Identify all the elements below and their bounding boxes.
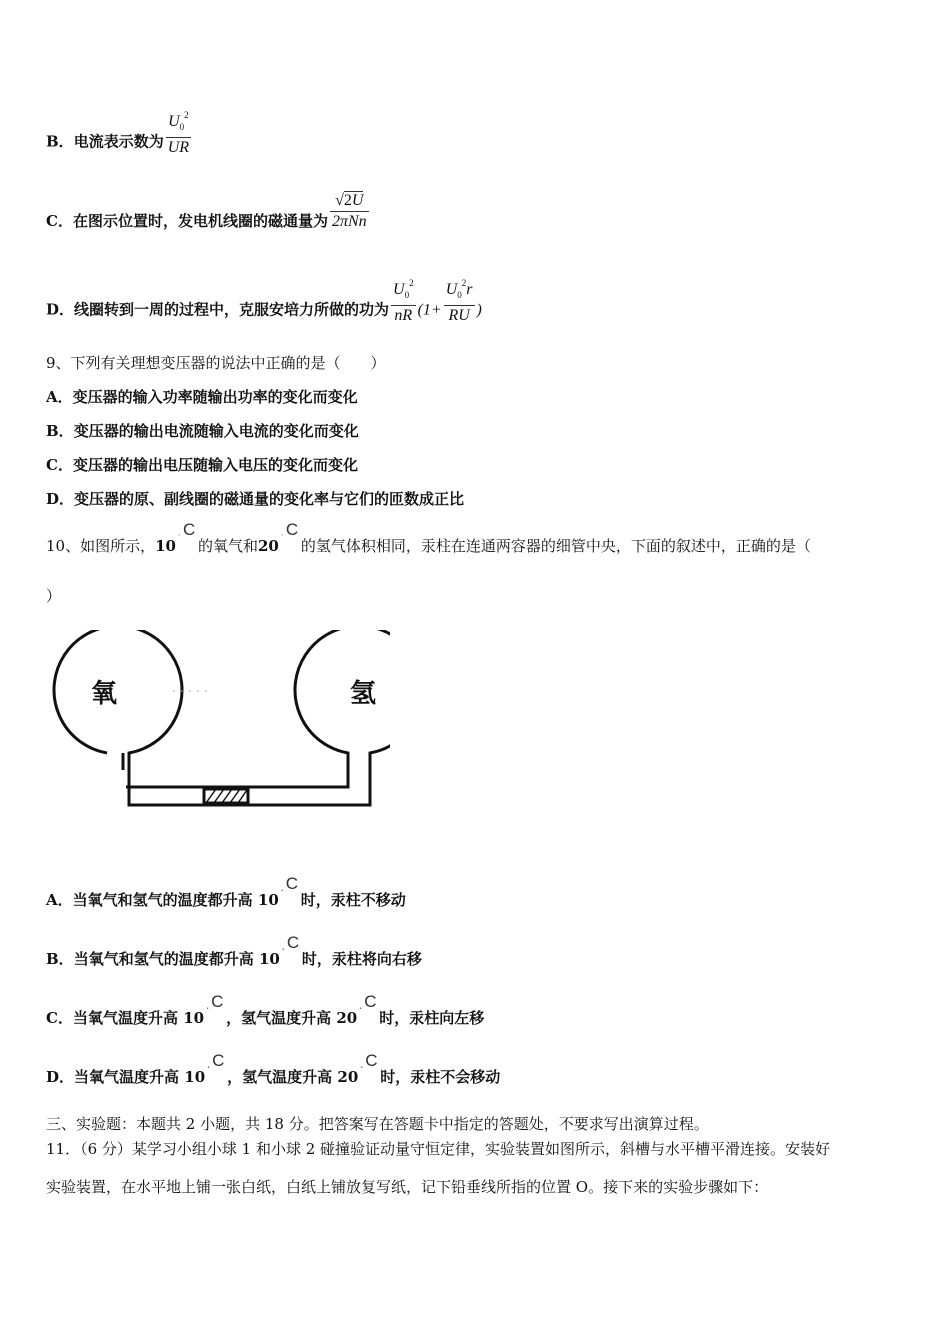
oxygen-flask	[54, 630, 390, 805]
q8-option-d: D．线圈转到一周的过程中，克服安培力所做的功为 $\frac{U_0^2}{nR}$ (1+ $\frac{U_0^2r}{RU}$ )	[46, 295, 482, 326]
degree-celsius-symbol: · C	[207, 1051, 225, 1072]
option-label: D．	[46, 300, 75, 319]
option-label: B．	[46, 132, 74, 151]
q11-text-line-1: 11．（6 分）某学习小组小球 1 和小球 2 碰撞验证动量守恒定律，实验装置如图所示，斜槽与水平槽平滑连接。安装好	[46, 1140, 831, 1158]
q9-stem: 9、下列有关理想变压器的说法中正确的是（ ）	[46, 354, 386, 372]
q10-stem-end: ）	[46, 587, 62, 605]
formula-fraction: $\frac{U_0^2r}{RU}$	[444, 273, 475, 326]
q10-figure	[50, 630, 390, 815]
q8-option-c	[46, 191, 371, 232]
degree-celsius-symbol: · C	[281, 933, 300, 954]
degree-celsius-symbol: · C	[177, 520, 196, 540]
q9-option-d: D．变压器的原、副线圈的磁通量的变化率与它们的匝数成正比	[46, 490, 465, 508]
degree-celsius-symbol: · C	[280, 874, 299, 895]
q10-option-d: D．当氧气温度升高 10 · C ，氢气温度升高 20 · C 时，汞柱不会移动	[46, 1051, 501, 1086]
q10-option-a: A．当氧气和氢气的温度都升高 10 · C 时，汞柱不移动	[46, 874, 406, 909]
q10-option-b: B．当氧气和氢气的温度都升高 10 · C 时，汞柱将向右移	[46, 933, 422, 968]
section-heading: 三、实验题：本题共 2 小题，共 18 分。把答案写在答题卡中指定的答题处，不要求写出演算过程。	[46, 1115, 709, 1133]
formula-fraction: $\frac{√2U}{\text{2πNn}}$	[331, 191, 367, 230]
q11-text-line-2: 实验装置，在水平地上铺一张白纸，白纸上铺放复写纸，记下铅垂线所指的位置 O。接下来的实验步骤如下：	[46, 1178, 769, 1196]
formula-fraction: $\frac{U_0^2}{UR}$	[166, 105, 191, 158]
q9-option-b: B．变压器的输出电流随输入电流的变化而变化	[46, 422, 359, 440]
option-text: 电流表示数为	[73, 132, 164, 151]
degree-celsius-symbol: · C	[206, 992, 224, 1013]
q9-option-c: C．变压器的输出电压随输入电压的变化而变化	[46, 456, 358, 474]
formula-fraction: $\frac{U_0^2}{nR}$	[391, 273, 416, 326]
option-label: C．	[46, 212, 73, 230]
oxygen-label: 氧	[90, 679, 118, 709]
q8-option-b	[46, 110, 193, 158]
q9-option-a: A．变压器的输入功率随输出功率的变化而变化	[46, 388, 358, 406]
option-text: 线圈转到一周的过程中，克服安培力所做的功为	[74, 300, 390, 319]
option-text: 在图示位置时，发电机线圈的磁通量为	[72, 212, 328, 230]
q10-option-c: C．当氧气温度升高 10 · C ，氢气温度升高 20 · C 时，汞柱向左移	[46, 992, 485, 1027]
degree-celsius-symbol: · C	[360, 1051, 378, 1072]
hydrogen-label: 氢	[349, 679, 377, 709]
q10-stem: 10、如图所示，10 · C 的氧气和20 · C 的氢气体积相同，汞柱在连通两容器的细管中央，下面的叙述中，正确的是（	[46, 520, 811, 555]
degree-celsius-symbol: · C	[280, 520, 299, 540]
degree-celsius-symbol: · C	[359, 992, 377, 1013]
